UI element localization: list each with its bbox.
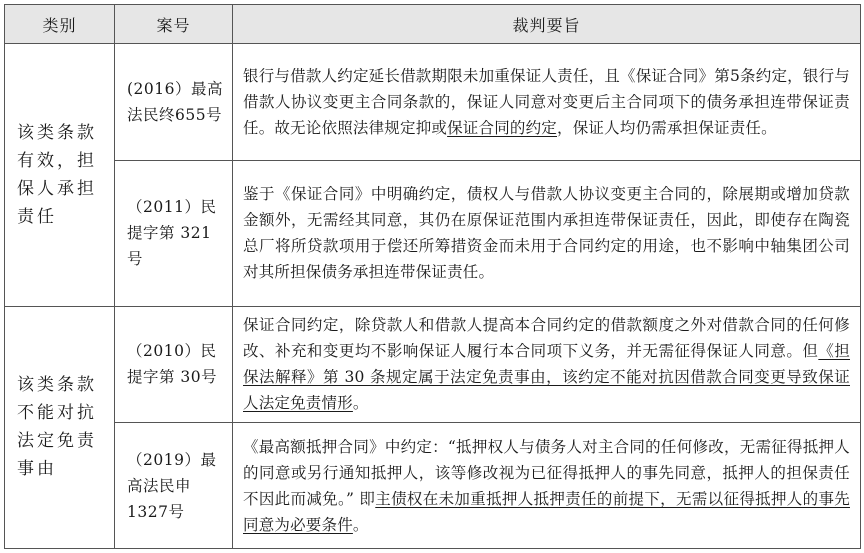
ruling-text: 保证合同约定，除贷款人和借款人提高本合同约定的借款额度之外对借款合同的任何修改、补充和变更均不影响保证人履行本合同项下义务，并无需征得保证人同意。但: [243, 316, 850, 361]
table-row: [5, 306, 861, 423]
header-category: 类别: [5, 5, 115, 44]
header-row: [5, 5, 861, 44]
ruling-text: 鉴于《保证合同》中明确约定，债权人与借款人协议变更主合同的，除展期或增加贷款金额外，无需经其同意，其仍在原保证范围内承担连带保证责任，因此，即使存在陶瓷总厂将所贷款项用于偿还所筹措资金而未用于合同约定的用途，也不影响中轴集团公司对其所担保债务承担连带保证责任。: [243, 185, 850, 282]
ruling-text-tail: 。: [352, 515, 369, 534]
case-no-cell: （2011）民提字第 321号: [115, 160, 233, 306]
case-no-cell: (2016）最高法民终655号: [115, 44, 233, 161]
ruling-text-tail: ，保证人均仍需承担保证责任。: [557, 118, 777, 137]
ruling-text-tail: 。: [352, 394, 369, 413]
ruling-cell: [233, 44, 861, 161]
ruling-text: 银行与借款人约定延长借款期限未加重保证人责任，且《保证合同》第5条约定，银行与借款人协议变更主合同条款的，保证人同意对变更后主合同项下的债务承担连带保证责任。故无论依照法律规定抑或: [243, 66, 850, 137]
ruling-underlined-text: 保证合同的约定: [447, 118, 558, 137]
ruling-cell: [233, 306, 861, 423]
ruling-text: 《最高额抵押合同》中约定：“抵押权人与债务人对主合同的任何修改，无需征得抵押人的同意或另行通知抵押人，该等修改视为已征得抵押人的事先同意，抵押人的担保责任不因此而减免。” 即: [243, 437, 850, 508]
table-row: [5, 423, 861, 549]
ruling-underlined-text: 《担保法解释》第 30 条规定属于法定免责事由，该约定不能对抗因借款合同变更导致保证人法定免责情形: [243, 342, 850, 413]
category-cell-not-against: 该类条款不能对抗法定免责事由: [5, 306, 115, 548]
ruling-underlined-text: 主债权在未加重抵押人抵押责任的前提下，无需以征得抵押人的事先同意为必要条件: [243, 489, 850, 534]
category-cell-valid: 该类条款有效，担保人承担责任: [5, 44, 115, 307]
ruling-cell: [233, 160, 861, 306]
case-no-cell: （2019）最高法民申1327号: [115, 423, 233, 549]
table-row: [5, 44, 861, 161]
header-case-no: 案号: [115, 5, 233, 44]
ruling-cell: [233, 423, 861, 549]
case-no-cell: （2010）民提字第 30号: [115, 306, 233, 423]
table-row: [5, 160, 861, 306]
header-ruling: 裁判要旨: [233, 5, 861, 44]
case-table: [4, 4, 861, 549]
